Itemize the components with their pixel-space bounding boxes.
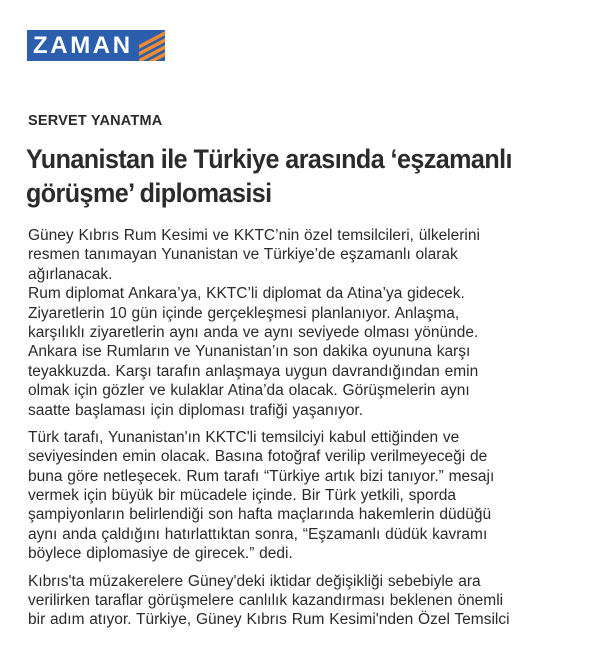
text-line: bir adım atıyor. Türkiye, Güney Kıbrıs Rum Kesimi'nden Özel Temsilci	[28, 611, 510, 629]
text-line: aynı anda çaldığını hatırlattıktan sonra, “Eşzamanlı düdük kavramı	[28, 525, 488, 543]
text-line: verilirken taraflar görüşmelere canlılık kazandırması beklenen önemli	[28, 592, 504, 610]
text-line: ağırlanacak.	[28, 265, 113, 283]
text-line: Rum diplomat Ankara’ya, KKTC’li diplomat da Atina’ya gidecek.	[28, 285, 465, 303]
logo-stripes-icon	[137, 30, 165, 61]
logo-wordmark: ZAMAN	[27, 30, 137, 61]
text-line: vermek için büyük bir mücadele içinde. Bir Türk yetkili, sporda	[28, 487, 457, 505]
text-line: böylece diplomasiye de girecek.” dedi.	[28, 545, 293, 563]
text-line: resmen tanımayan Yunanistan ve Türkiye’de eşzamanlı olarak	[28, 246, 458, 264]
text-line: buna göre netleşecek. Rum tarafı “Türkiye artık bizi tanıyor.” mesajı	[28, 467, 495, 485]
paragraph	[28, 572, 588, 630]
paragraph	[28, 226, 588, 420]
paragraph	[28, 428, 588, 564]
text-line: saatte başlaması için diploması trafiği yaşanıyor.	[28, 401, 364, 419]
zaman-logo	[27, 30, 203, 61]
author-byline: SERVET YANATMA	[28, 113, 163, 129]
text-line: seviyesinden emin olacak. Basına fotoğraf verilip verilmeyeceği de	[28, 448, 488, 466]
text-line: karşılıklı ziyaretlerin aynı anda ve aynı seviyede olması yönünde.	[28, 323, 479, 341]
headline	[26, 142, 547, 210]
headline-line: görüşme’ diplomasisi	[26, 178, 272, 208]
text-line: Kıbrıs'ta müzakerelere Güney'deki iktidar değişikliği sebebiyle ara	[28, 572, 481, 590]
text-line: şampiyonların belirlendiği son hafta maçlarında hakemlerin düdüğü	[28, 506, 492, 524]
text-line: Ziyaretlerin 10 gün içinde gerçekleşmesi planlanıyor. Anlaşma,	[28, 304, 460, 322]
text-line: Güney Kıbrıs Rum Kesimi ve KKTC’nin özel temsilcileri, ülkelerini	[28, 227, 480, 244]
text-line: Ankara ise Rumların ve Yunanistan’ın son dakika oyununa karşı	[28, 343, 471, 361]
text-line: olmak için gözler ve kulaklar Atina’da olacak. Görüşmelerin aynı	[28, 382, 470, 400]
headline-line: Yunanistan ile Türkiye arasında ‘eşzamanlı	[26, 144, 512, 174]
text-line: teyakkuzda. Karşı tarafın anlaşmaya uygun davrandığından emin	[28, 362, 479, 380]
article-body	[28, 226, 588, 630]
text-line: Türk tarafı, Yunanistan'ın KKTC'li temsilciyi kabul ettiğinden ve	[28, 428, 460, 446]
